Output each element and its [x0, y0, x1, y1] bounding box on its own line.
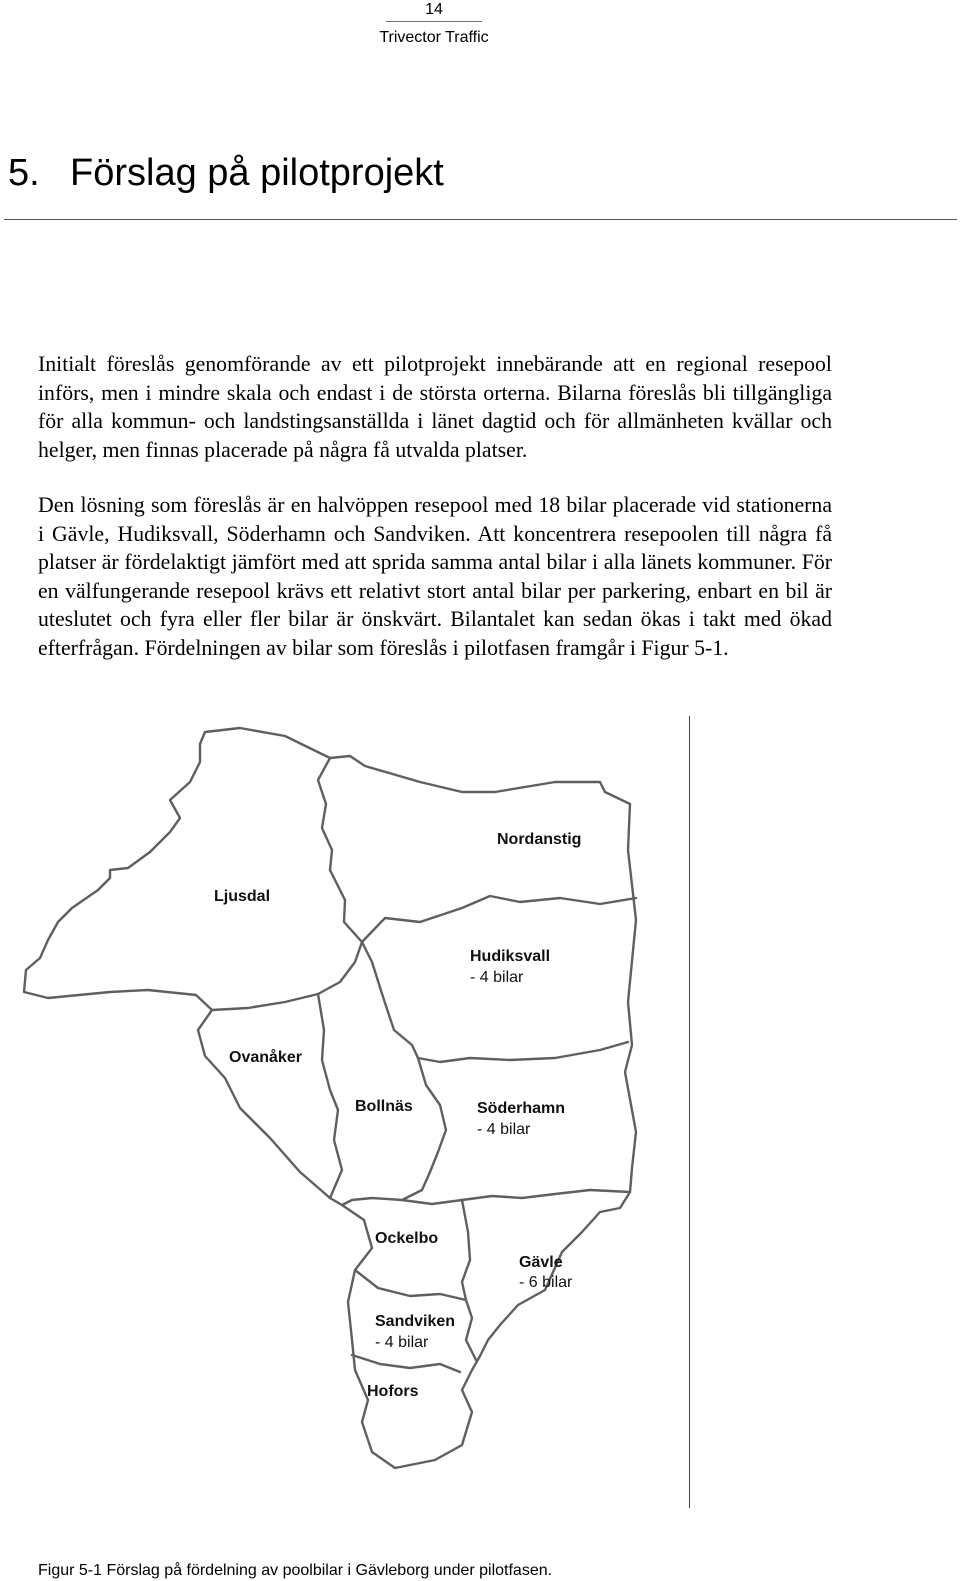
label-nordanstig: Nordanstig — [497, 831, 582, 848]
border-ovanaker-bollnas — [318, 994, 342, 1198]
label-gavle: Gävle — [519, 1254, 563, 1271]
chapter-number: 5. — [8, 152, 40, 194]
border-ockelbo-south — [355, 1270, 466, 1300]
border-sandviken-gavle — [466, 1300, 476, 1360]
border-ljusdal-south — [212, 942, 362, 1010]
border-hudiksvall-south — [418, 1042, 628, 1062]
paragraph-solution: Den lösning som föreslås är en halvöppen resepool med 18 bilar placerade vid stationerna i Gävle, Hudiksvall, Söderhamn och Sandviken. Att koncentrera resepoolen till några få platser är fördelaktigt jämfört med att sprida samma antal bilar i alla länets kommuner. För en välfungerande resepool krävs ett relativt stort antal bilar per parkering, enbart en bil är uteslutet och fyra eller fler bilar är önskvärt. Bilantalet kan sedan ökas i takt med ökad efterfrågan. Fördelningen av bilar som föreslås i pilotfasen framgår i Figur 5-1. — [38, 493, 832, 660]
label-hofors: Hofors — [367, 1383, 419, 1400]
label-ovanaker: Ovanåker — [229, 1049, 302, 1066]
heading-rule — [4, 219, 957, 220]
border-nordanstig-hudiksvall — [362, 896, 636, 942]
label-soderhamn: Söderhamn — [477, 1100, 566, 1117]
label-ockelbo: Ockelbo — [375, 1230, 439, 1247]
label-hudiksvall: Hudiksvall — [470, 948, 551, 965]
label-ljusdal: Ljusdal — [214, 888, 271, 905]
page-number: 14 — [425, 1, 443, 18]
label-bollnas: Bollnäs — [355, 1098, 413, 1115]
border-ockelbo-gavle — [462, 1200, 470, 1300]
border-sandviken-hofors — [352, 1355, 460, 1372]
label-soderhamn-cars: - 4 bilar — [477, 1121, 531, 1138]
figure-caption: Figur 5-1 Förslag på fördelning av poolbilar i Gävleborg under pilotfasen. — [38, 1562, 553, 1579]
border-ljusdal-nordanstig — [318, 758, 362, 942]
municipality-map — [0, 700, 960, 1520]
figure-frame-line — [689, 716, 690, 1508]
company-name: Trivector Traffic — [379, 29, 489, 46]
label-sandviken-cars: - 4 bilar — [375, 1334, 429, 1351]
label-sandviken: Sandviken — [375, 1313, 456, 1330]
border-bollnas-soderhamn — [402, 1058, 446, 1200]
label-hudiksvall-cars: - 4 bilar — [470, 969, 524, 986]
border-bollnas-south — [342, 1198, 402, 1205]
header-rule — [386, 21, 482, 22]
chapter-heading — [8, 150, 444, 196]
paragraph-intro: Initialt föreslås genomförande av ett pilotprojekt innebärande att en regional resepool införs, men i mindre skala och endast i de största orterna. Bilarna föreslås bli tillgängliga för alla kommun- och landstingsanställda i länet dagtid och för allmänheten kvällar och helger, men finnas placerade på några få utvalda platser. — [38, 352, 832, 462]
chapter-title: Förslag på pilotprojekt — [70, 152, 444, 194]
label-gavle-cars: - 6 bilar — [519, 1274, 573, 1291]
border-soderhamn-gavle — [402, 1190, 630, 1204]
border-hudiksvall-west — [362, 942, 418, 1058]
